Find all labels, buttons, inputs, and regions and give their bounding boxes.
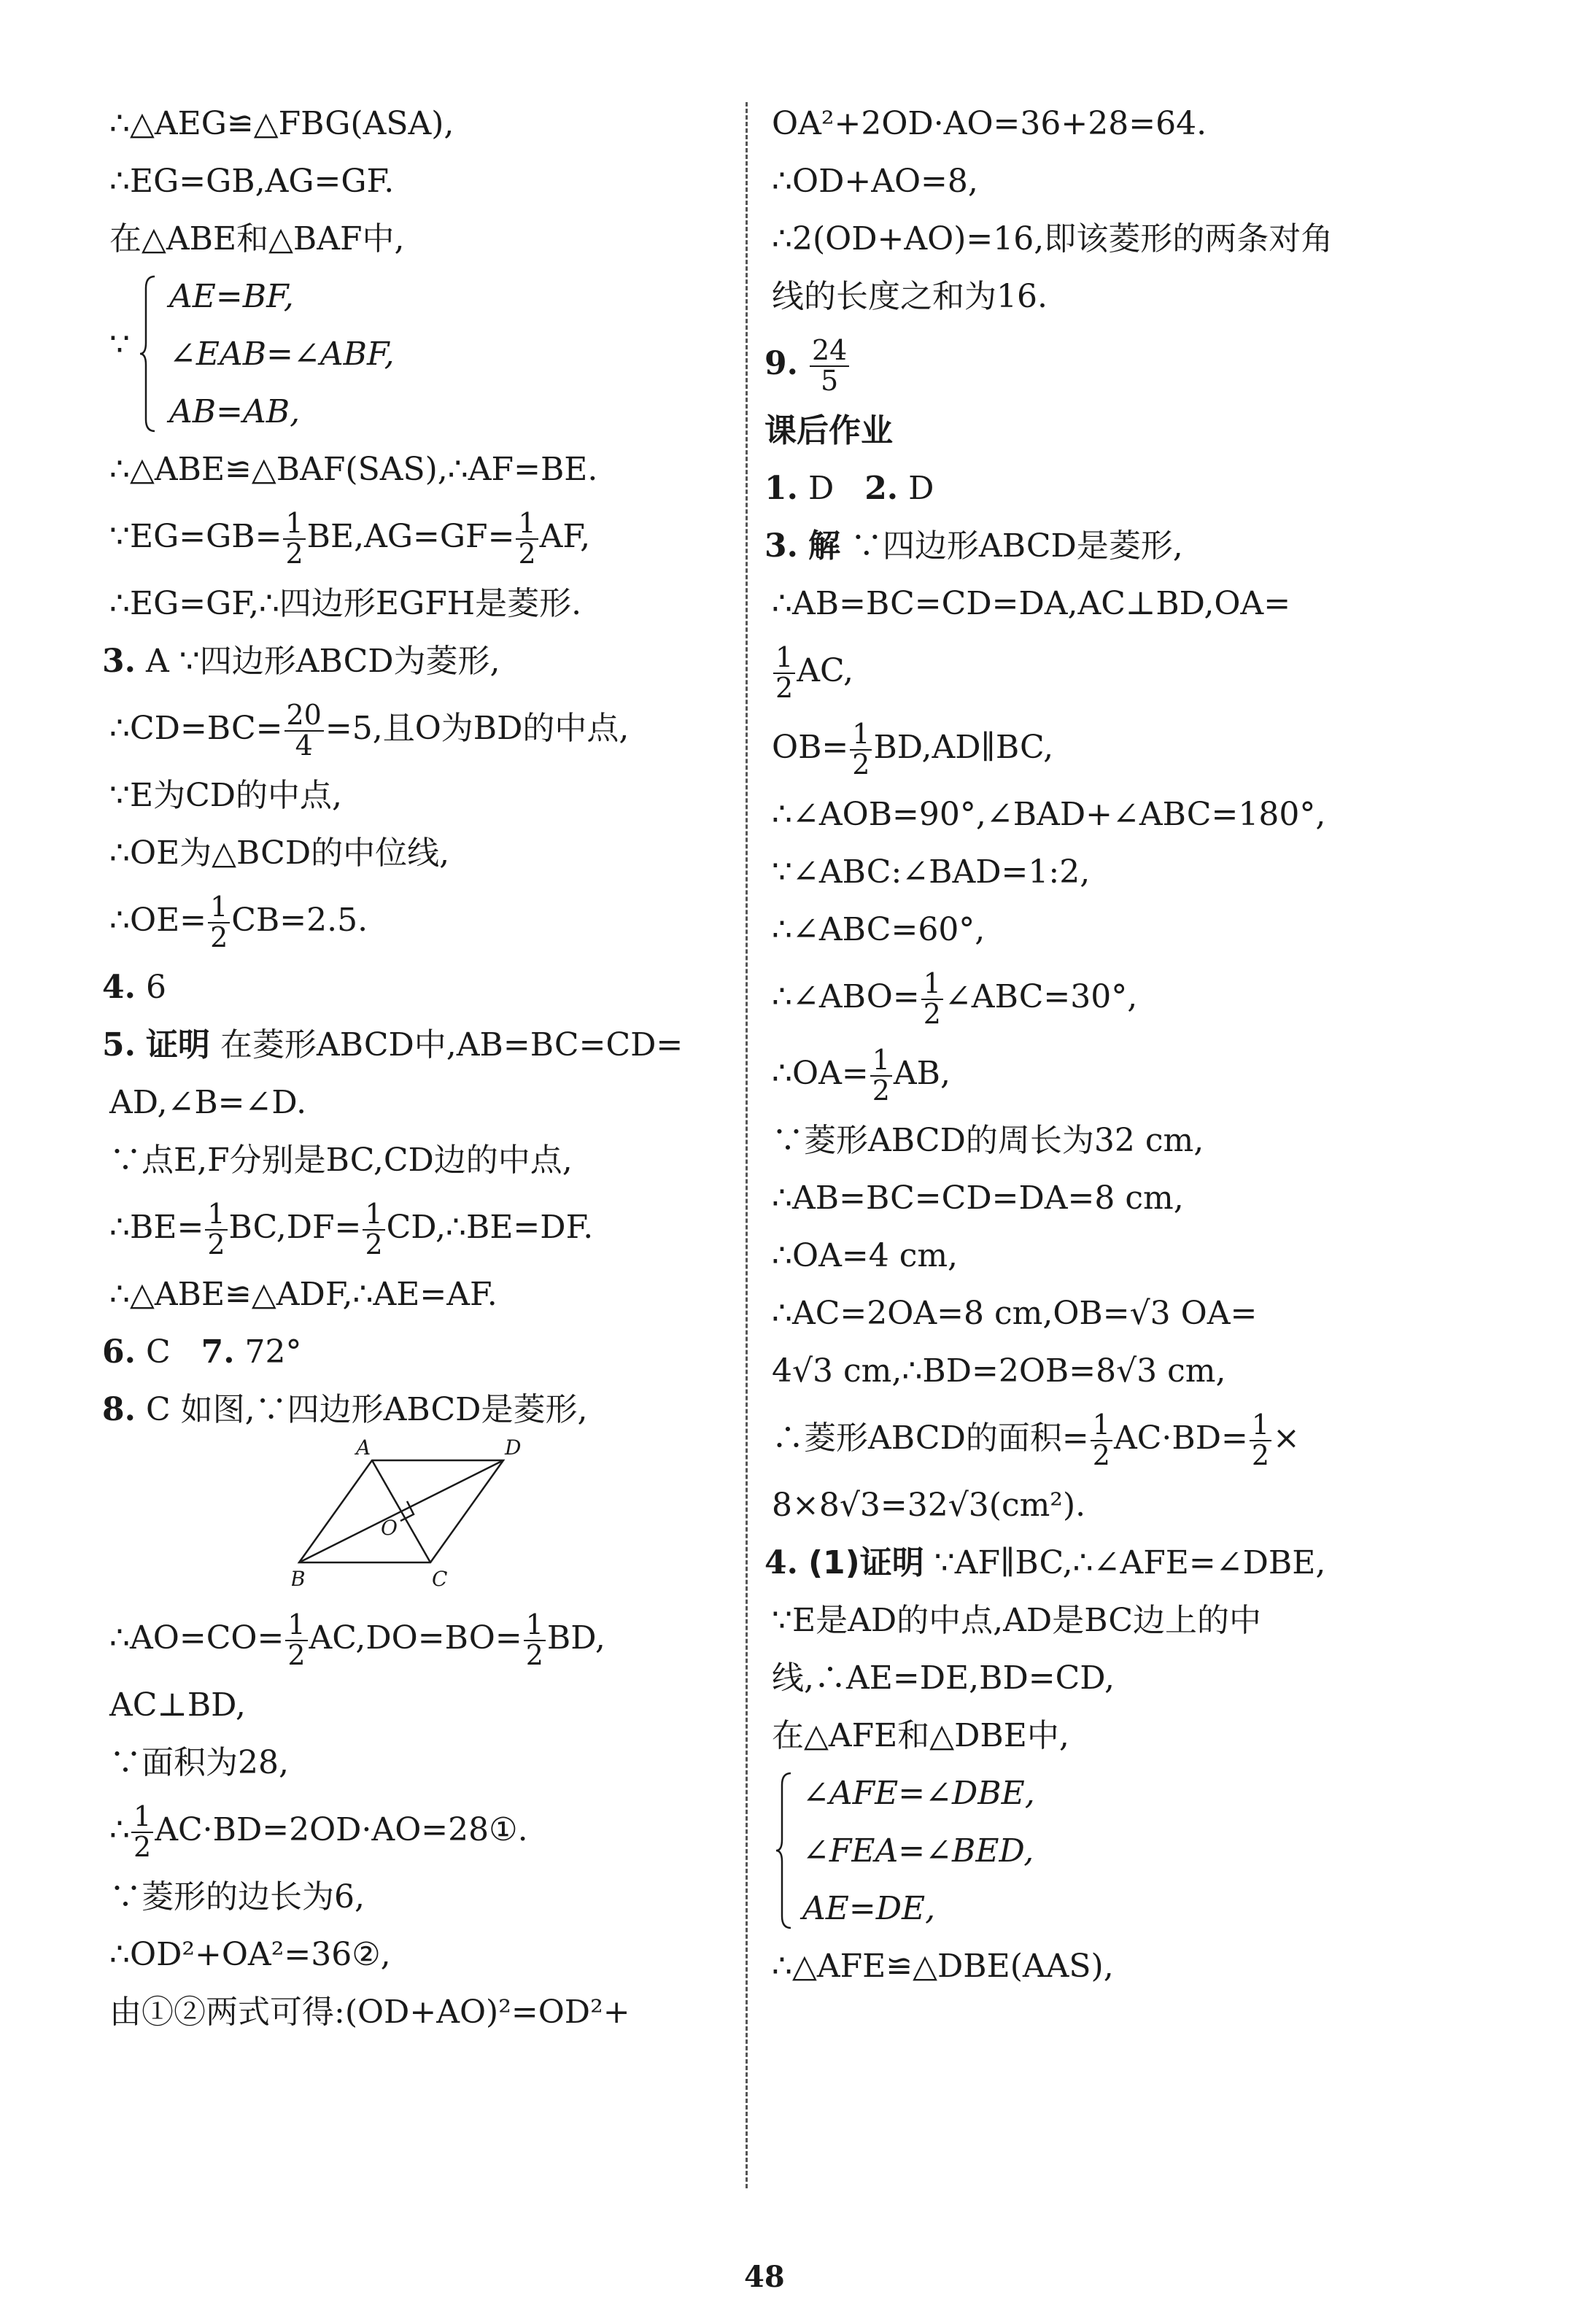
denominator: 2 [285,537,303,570]
text-span: ∴∠ABO= [772,978,920,1015]
text-line: ∴∠AOB=90°,∠BAD+∠ABC=180°, [772,796,1326,833]
fraction-half [131,1802,153,1862]
numerator: 1 [850,720,872,751]
text-span: ∴OE= [109,902,207,939]
question-number: 7. [201,1333,235,1371]
text-span: AC,DO=BO= [309,1619,522,1657]
question-5 [102,1016,744,1074]
text-span: 在菱形ABCD中,AB=BC=CD= [209,1026,684,1064]
question-number: 8. [102,1391,136,1428]
question-number: 9. [764,345,798,382]
question-number: 4. [102,969,136,1006]
fraction-half [363,1197,384,1260]
numerator: 1 [870,1046,892,1077]
brace-row: AE=DE, [802,1890,936,1927]
section-heading: 课后作业 [764,412,893,449]
numerator: 1 [921,969,943,1000]
brace-row: AB=AB, [169,393,301,430]
text-line: 在△AFE和△DBE中, [772,1717,1069,1754]
question-number: 3. [764,527,798,565]
proof-label: (1)证明 [808,1544,924,1581]
text-line: ∵∠ABC:∠BAD=1:2, [772,853,1091,891]
text-line: ∴△AFE≌△DBE(AAS), [772,1948,1114,1985]
left-brace-icon [139,274,158,434]
question-number: 2. [864,470,899,507]
text-line: 线的长度之和为16. [772,278,1048,315]
question-4 [102,958,744,1016]
text-line: ∴OA=4 cm, [772,1237,959,1274]
question-number: 5. [102,1026,136,1064]
denominator: 2 [852,748,870,781]
fraction-half [208,890,230,953]
answer: 72° [244,1333,302,1371]
text-span: AF, [539,518,591,555]
brace-row: ∠AFE=∠DBE, [802,1775,1035,1812]
fraction-half [283,506,305,570]
text-line: ∴OD²+OA²=36②, [109,1936,391,1973]
column-divider [746,102,748,2188]
text-line: OA²+2OD·AO=36+28=64. [772,105,1207,142]
fraction-half [205,1197,227,1260]
text-line: ∴△ABE≌△BAF(SAS),∴AF=BE. [109,451,598,488]
brace-row: AE=BF, [169,278,294,315]
text-line: ∴AB=BC=CD=DA,AC⊥BD,OA= [772,585,1291,622]
text-line [102,690,744,767]
text-line [764,1035,1443,1112]
denominator: 2 [775,671,794,704]
numerator: 1 [1250,1411,1271,1441]
text-line [764,632,1443,709]
text-span: ∴OA= [772,1055,869,1092]
text-line [764,1400,1443,1476]
text-line: ∴OD+AO=8, [772,163,978,200]
text-span: OB= [772,729,849,766]
text-span: BD, [546,1619,605,1657]
text-line: ∴AB=BC=CD=DA=8 cm, [772,1180,1184,1217]
text-line: ∴∠ABC=60°, [772,911,986,948]
denominator: 5 [821,364,839,397]
fraction-24-5 [810,333,849,397]
text-line: ∵点E,F分别是BC,CD边的中点, [109,1142,573,1179]
question-number: 3. [102,643,136,680]
numerator: 1 [773,643,795,674]
text-line [102,1792,744,1868]
fraction-half [773,640,795,704]
text-span: ∠ABC=30°, [944,978,1138,1015]
left-column [102,95,744,2041]
text-line [764,958,1443,1035]
fraction-half [524,1608,546,1671]
fraction-20-4 [284,698,324,762]
text-line: ∴2(OD+AO)=16,即该菱形的两条对角 [772,220,1333,257]
text-line: ∵菱形ABCD的周长为32 cm, [772,1122,1204,1159]
text-span: ∴菱形ABCD的面积= [772,1419,1089,1457]
fraction-half [870,1043,892,1107]
text-span: CB=2.5. [231,902,368,939]
fraction-half [850,717,872,781]
text-span: ∵AF∥BC,∴∠AFE=∠DBE, [924,1544,1326,1581]
text-line [102,498,744,575]
answer: D [808,470,835,507]
text-span: BE,AG=GF= [306,518,515,555]
brace-row: ∠FEA=∠BED, [802,1832,1034,1870]
text-span: ∴BE= [109,1209,204,1246]
text-span: CD,∴BE=DF. [386,1209,594,1246]
text-line: 在△ABE和△BAF中, [109,220,405,257]
text-span: AC, [797,652,854,689]
text-line: ∴EG=GB,AG=GF. [109,163,395,200]
vertex-label-c: C [432,1567,448,1591]
because-symbol: ∵ [109,326,130,363]
answer: C [145,1333,171,1371]
text-line [102,1600,744,1676]
denominator: 4 [295,729,313,762]
denominator: 2 [133,1830,152,1863]
center-label-o: O [381,1516,398,1540]
homework-3 [764,517,1443,575]
text-line: 4√3 cm,∴BD=2OB=8√3 cm, [772,1352,1226,1390]
vertex-label-d: D [505,1438,522,1460]
numerator: 1 [363,1200,384,1231]
text-span: ∴AO=CO= [109,1619,284,1657]
text-line: ∴OE为△BCD的中位线, [109,834,450,872]
fraction-half [516,506,538,570]
denominator: 2 [525,1638,543,1671]
text-span: ∴ [109,1811,130,1848]
vertex-label-a: A [356,1438,371,1460]
numerator: 1 [205,1200,227,1231]
denominator: 2 [365,1228,383,1260]
text-line: ∴△AEG≌△FBG(ASA), [109,105,454,142]
text-span: BC,DF= [228,1209,362,1246]
answer: 6 [145,969,166,1006]
text-line: ∵E为CD的中点, [109,777,343,814]
text-line: ∵菱形的边长为6, [109,1878,365,1916]
proof-label: 证明 [145,1026,210,1064]
question-number: 6. [102,1333,136,1371]
vertex-label-b: B [292,1567,306,1591]
question-8 [102,1381,744,1438]
numerator: 1 [285,1611,307,1641]
denominator: 2 [518,537,536,570]
question-6-7 [102,1323,744,1381]
text-line: 8×8√3=32√3(cm²). [772,1487,1086,1524]
homework-1-2 [764,460,1443,517]
text-span: =5,且O为BD的中点, [325,710,630,747]
text-line: 由①②两式可得:(OD+AO)²=OD²+ [109,1994,630,2031]
text-span: ∵四边形ABCD是菱形, [840,527,1183,565]
text-line: ∴EG=GF,∴四边形EGFH是菱形. [109,585,582,622]
denominator: 2 [210,921,228,953]
text-span: C 如图,∵四边形ABCD是菱形, [145,1391,588,1428]
text-line: ∴AC=2OA=8 cm,OB=√3 OA= [772,1295,1258,1332]
brace-system [764,1765,1443,1937]
text-span: A ∵四边形ABCD为菱形, [145,643,500,680]
fraction-half [921,969,943,1029]
right-column [764,95,1443,1995]
text-line: AC⊥BD, [109,1686,246,1724]
diagonal-bd [299,1460,503,1562]
text-line: ∵面积为28, [109,1744,289,1781]
text-line [764,709,1443,786]
text-span: ∴CD=BC= [109,710,283,747]
text-span: × [1273,1419,1300,1457]
text-span: ∵EG=GB= [109,518,282,555]
numerator: 1 [283,509,305,540]
text-span: AC·BD= [1113,1419,1248,1457]
numerator: 1 [208,893,230,923]
numerator: 1 [1091,1411,1112,1441]
solution-label: 解 [808,527,840,565]
fraction-half [285,1608,307,1671]
text-line: AD,∠B=∠D. [109,1084,307,1121]
rhombus-figure [292,1438,525,1592]
brace-system [102,268,744,441]
denominator: 2 [287,1638,306,1671]
answer: D [908,470,934,507]
text-line: ∵E是AD的中点,AD是BC边上的中 [772,1602,1262,1639]
left-brace-icon [775,1770,794,1931]
text-span: AC·BD=2OD·AO=28①. [155,1811,528,1848]
question-3 [102,632,744,690]
numerator: 20 [284,701,324,732]
text-line: 线,∴AE=DE,BD=CD, [772,1659,1115,1697]
denominator: 2 [1251,1438,1270,1471]
numerator: 1 [131,1802,153,1833]
numerator: 1 [516,509,538,540]
homework-4 [764,1534,1443,1592]
denominator: 2 [923,997,941,1030]
numerator: 24 [810,336,849,367]
text-line [102,1189,744,1266]
text-line [102,882,744,958]
text-span: AB, [893,1055,951,1092]
denominator: 2 [872,1074,890,1107]
fraction-half [1250,1408,1271,1471]
question-number: 1. [764,470,798,507]
text-span: BD,AD∥BC, [873,729,1054,766]
question-number: 4. [764,1544,798,1581]
fraction-half [1091,1408,1112,1471]
denominator: 2 [1092,1438,1110,1471]
numerator: 1 [524,1611,546,1641]
text-line: ∴△ABE≌△ADF,∴AE=AF. [109,1276,497,1313]
brace-row: ∠EAB=∠ABF, [169,336,395,373]
question-9 [764,325,1443,402]
page-number: 48 [744,2260,785,2294]
denominator: 2 [207,1228,225,1260]
